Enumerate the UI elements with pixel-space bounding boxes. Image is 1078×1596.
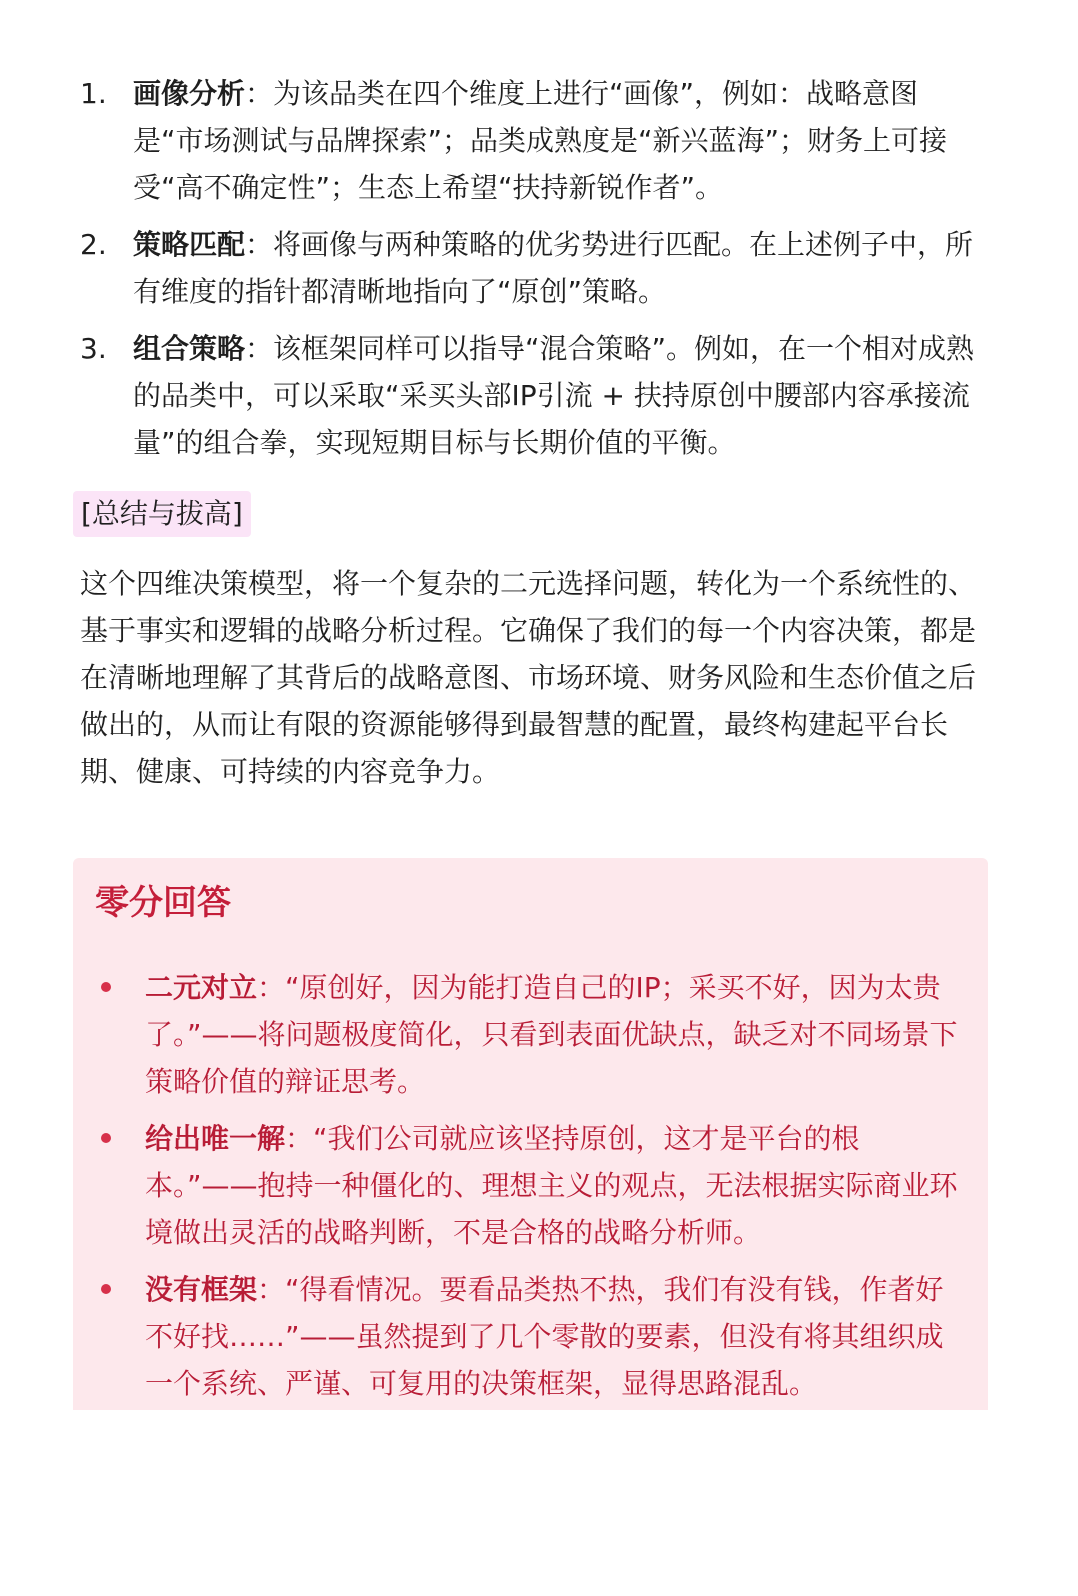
summary-paragraph: 这个四维决策模型，将一个复杂的二元选择问题，转化为一个系统性的、基于事实和逻辑的战略分析过程。它确保了我们的每一个内容决策，都是在清晰地理解了其背后的战略意图、市场环境、财务风险和生态价值之后做出的，从而让有限的资源能够得到最智慧的配置，最终构建起平台长期、健康、可持续的内容竞争力。	[80, 567, 977, 788]
bullet-icon	[101, 982, 111, 992]
list-item-term: 给出唯一解	[145, 1122, 286, 1155]
list-item	[80, 221, 980, 315]
list-item-text: ：“我们公司就应该坚持原创，这才是平台的根本。”——抱持一种僵化的、理想主义的观点，无法根据实际商业环境做出灵活的战略判断，不是合格的战略分析师。	[145, 1122, 958, 1249]
numbered-list	[80, 70, 980, 476]
list-item-term: 没有框架	[145, 1273, 258, 1306]
list-number: 2.	[80, 228, 107, 261]
list-item-term: 画像分析	[133, 77, 246, 110]
list-item	[97, 1266, 967, 1407]
list-item-text: ：该框架同样可以指导“混合策略”。例如，在一个相对成熟的品类中，可以采取“采买头部IP引流 + 扶持原创中腰部内容承接流量”的组合拳，实现短期目标与长期价值的平衡。	[133, 332, 975, 459]
zero-answer-title: 零分回答	[95, 883, 231, 923]
list-item-term: 策略匹配	[133, 228, 246, 261]
zero-answer-callout	[73, 858, 988, 1410]
zero-answer-list	[97, 964, 967, 1417]
bullet-icon	[101, 1284, 111, 1294]
list-item-text: ：将画像与两种策略的优劣势进行匹配。在上述例子中，所有维度的指针都清晰地指向了“原创”策略。	[133, 228, 974, 308]
list-item	[80, 70, 980, 211]
list-number: 3.	[80, 332, 107, 365]
list-item	[97, 1115, 967, 1256]
bullet-icon	[101, 1133, 111, 1143]
list-item-text: ：“得看情况。要看品类热不热，我们有没有钱，作者好不好找……”——虽然提到了几个零散的要素，但没有将其组织成一个系统、严谨、可复用的决策框架，显得思路混乱。	[145, 1273, 944, 1400]
list-item-term: 二元对立	[145, 971, 258, 1004]
list-item	[80, 325, 980, 466]
list-item	[97, 964, 967, 1105]
list-item-term: 组合策略	[133, 332, 246, 365]
list-item-text: ：为该品类在四个维度上进行“画像”，例如：战略意图是“市场测试与品牌探索”；品类成熟度是“新兴蓝海”；财务上可接受“高不确定性”；生态上希望“扶持新锐作者”。	[133, 77, 948, 204]
list-number: 1.	[80, 77, 107, 110]
summary-tag: [总结与拔高]	[73, 491, 251, 537]
list-item-text: ：“原创好，因为能打造自己的IP；采买不好，因为太贵了。”——将问题极度简化，只看到表面优缺点，缺乏对不同场景下策略价值的辩证思考。	[145, 971, 958, 1098]
